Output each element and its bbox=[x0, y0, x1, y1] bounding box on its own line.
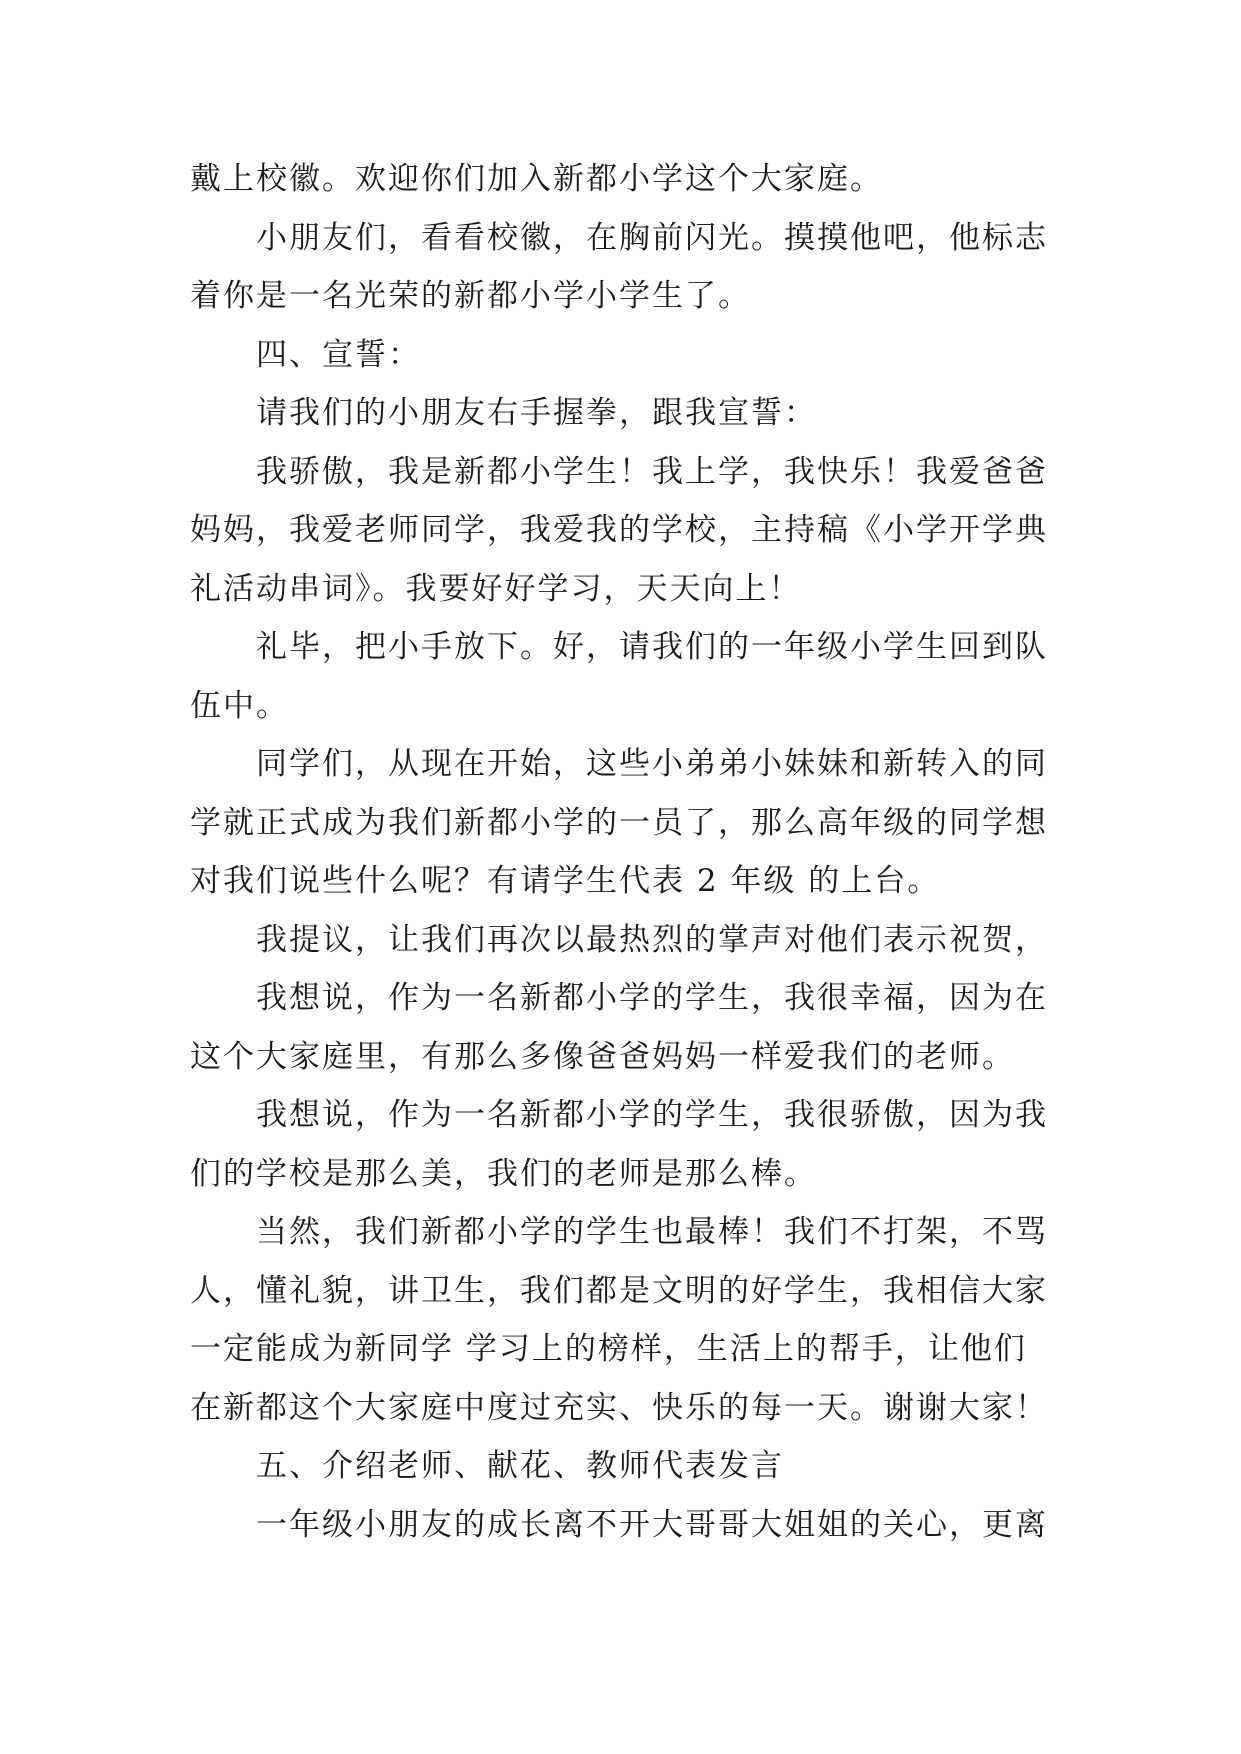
text-line: 五、介绍老师、献花、教师代表发言 bbox=[256, 1448, 784, 1484]
text-line: 四、宣誓： bbox=[256, 336, 421, 373]
text-line: 我提议，让我们再次以最热烈的掌声对他们表示祝贺， bbox=[256, 921, 1048, 958]
text-line: 礼毕，把小手放下。好，请我们的一年级小学生回到队 bbox=[256, 629, 1048, 665]
paragraph bbox=[190, 911, 1070, 970]
text-line: 我骄傲，我是新都小学生！我上学，我快乐！我爱爸爸 bbox=[256, 453, 1048, 490]
paragraph bbox=[190, 1496, 1070, 1555]
text-line: 一定能成为新同学 学习上的榜样，生活上的帮手，让他们 bbox=[190, 1331, 1027, 1367]
text-line: 我想说，作为一名新都小学的学生，我很骄傲，因为我 bbox=[256, 1097, 1048, 1133]
text-line: 戴上校徽。欢迎你们加入新都小学这个大家庭。 bbox=[190, 161, 883, 197]
paragraph bbox=[190, 618, 1070, 735]
section-heading-teachers bbox=[190, 1437, 1070, 1496]
text-line: 当然，我们新都小学的学生也最棒！我们不打架，不骂 bbox=[256, 1214, 1048, 1250]
text-line: 人，懂礼貌，讲卫生，我们都是文明的好学生，我相信大家 bbox=[190, 1272, 1048, 1309]
text-line: 我想说，作为一名新都小学的学生，我很幸福，因为在 bbox=[256, 980, 1048, 1016]
text-line: 同学们，从现在开始，这些小弟弟小妹妹和新转入的同 bbox=[256, 746, 1048, 782]
text-line: 着你是一名光荣的新都小学小学生了。 bbox=[190, 278, 751, 314]
document-body bbox=[190, 150, 1070, 1554]
text-line: 学就正式成为我们新都小学的一员了，那么高年级的同学想 bbox=[190, 804, 1048, 841]
text-line: 礼活动串词》。我要好好学习，天天向上！ bbox=[190, 570, 802, 607]
section-heading-oath bbox=[190, 326, 1070, 385]
text-line: 在新都这个大家庭中度过充实、快乐的每一天。谢谢大家！ bbox=[190, 1389, 1048, 1426]
paragraph bbox=[190, 1086, 1070, 1203]
paragraph bbox=[190, 1203, 1070, 1437]
paragraph bbox=[190, 209, 1070, 326]
paragraph bbox=[190, 735, 1070, 911]
paragraph-continued bbox=[190, 150, 1070, 209]
paragraph bbox=[190, 384, 1070, 443]
text-line: 妈妈，我爱老师同学，我爱我的学校，主持稿《小学开学典 bbox=[190, 512, 1048, 548]
text-line: 小朋友们，看看校徽，在胸前闪光。摸摸他吧，他标志 bbox=[256, 219, 1048, 256]
paragraph bbox=[190, 969, 1070, 1086]
text-line: 请我们的小朋友右手握拳，跟我宣誓： bbox=[256, 395, 817, 431]
paragraph-oath-text bbox=[190, 443, 1070, 619]
text-line: 们的学校是那么美，我们的老师是那么棒。 bbox=[190, 1155, 817, 1192]
text-line: 对我们说些什么呢？有请学生代表 2 年级 的上台。 bbox=[190, 863, 941, 899]
text-line: 这个大家庭里，有那么多像爸爸妈妈一样爱我们的老师。 bbox=[190, 1038, 1015, 1075]
text-line: 一年级小朋友的成长离不开大哥哥大姐姐的关心，更离 bbox=[256, 1506, 1048, 1543]
text-line: 伍中。 bbox=[190, 687, 289, 724]
